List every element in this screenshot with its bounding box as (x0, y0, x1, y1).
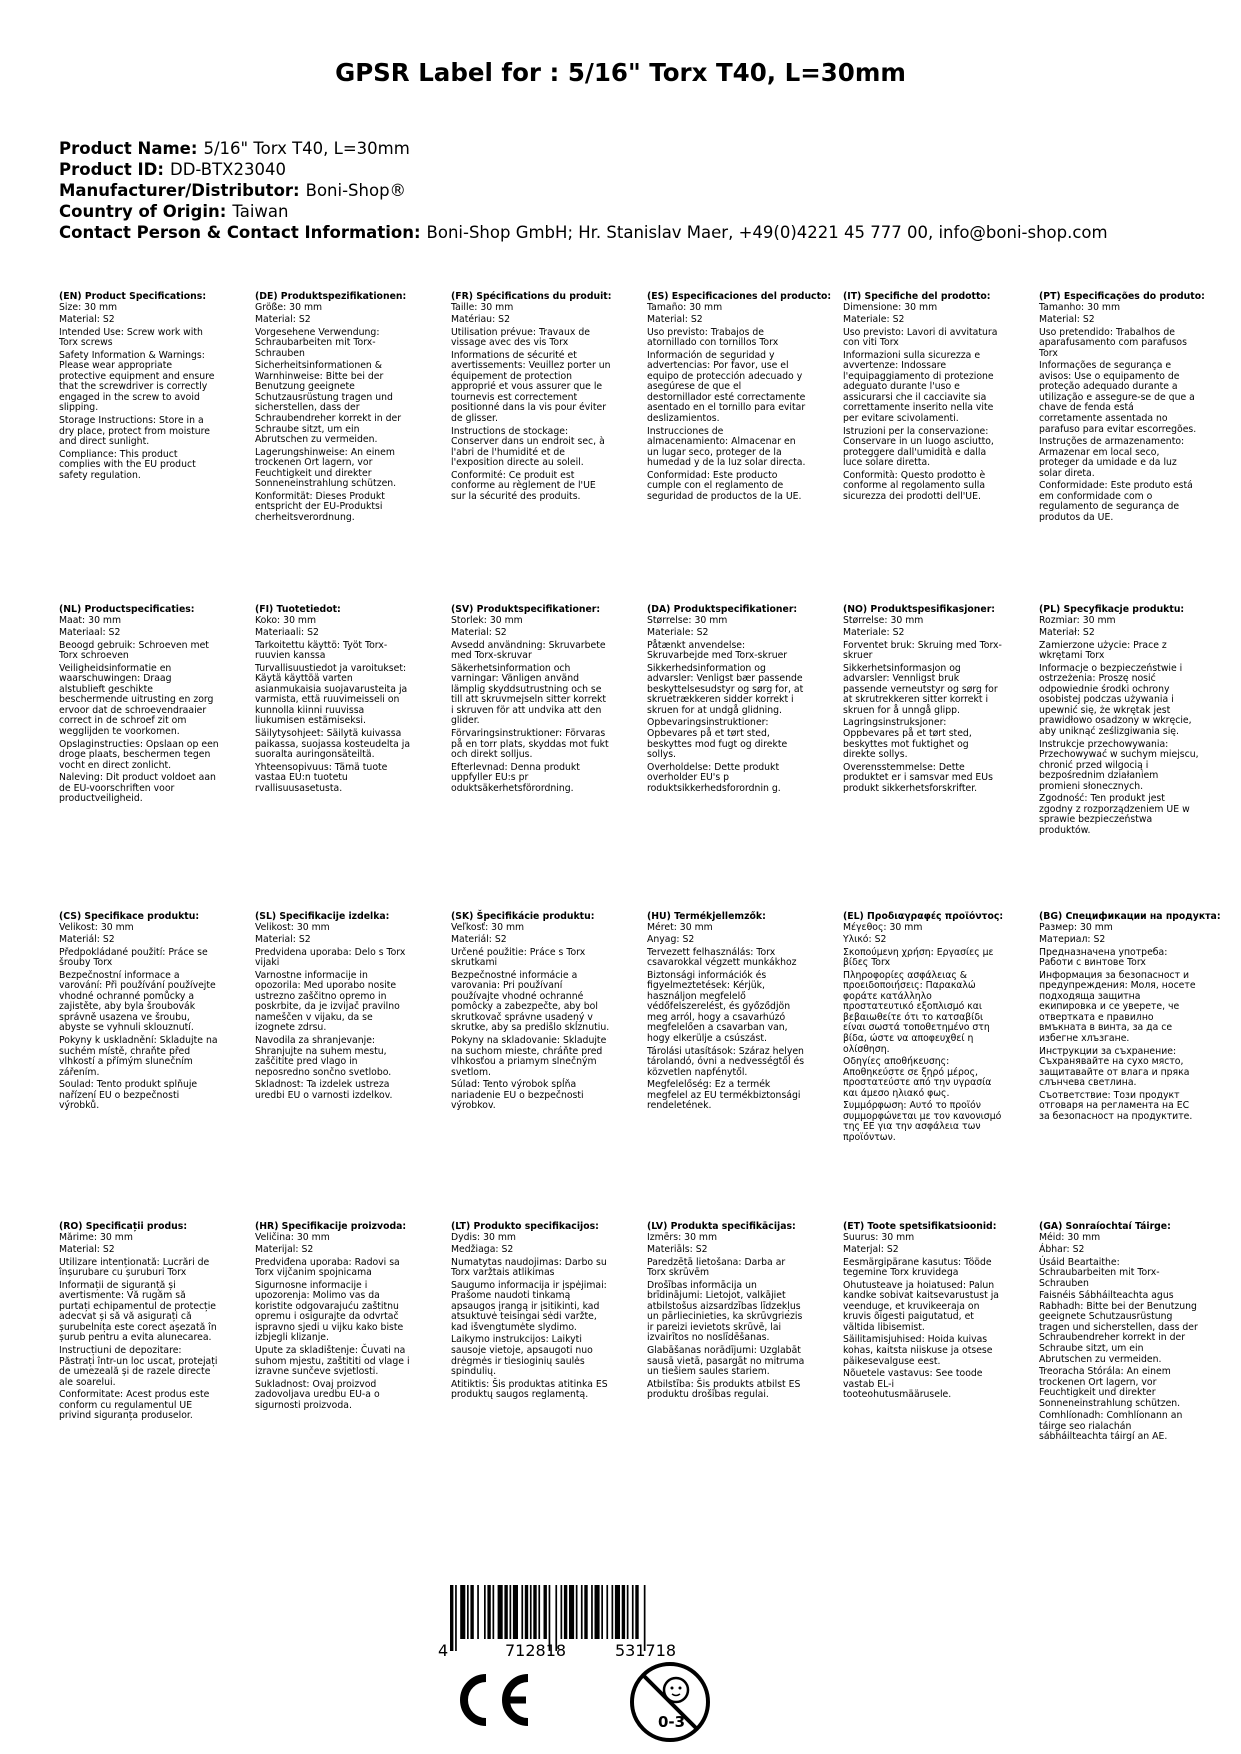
spec-compliance: Konformität: Dieses Produkt entspricht der EU-Produktsi cherheitsverordnung. (255, 490, 385, 523)
spec-material: Material: S2 (255, 314, 311, 326)
not-for-children-0-3-icon (628, 1660, 712, 1744)
spec-heading: (PL) Specyfikacje produktu: (1039, 604, 1185, 615)
spec-compliance: Съответствие: Този продукт отговаря на регламента на ЕС за безопасност на продуктите. (1039, 1089, 1193, 1122)
spec-compliance: Conformitate: Acest produs este conform cu regulamentul UE privind siguranța produselor. (59, 1389, 210, 1422)
spec-material: Материал: S2 (1039, 934, 1106, 946)
barcode-bar (612, 1585, 614, 1639)
spec-material: Matériau: S2 (451, 314, 510, 326)
spec-safety: Informazioni sulla sicurezza e avvertenze: Indossare l'equipaggiamento di protezione adeguato durante l'uso e assicurarsi che il cacciavite sia correttamente inserito nella vite per evitare scivolamenti. (843, 349, 994, 425)
spec-size: Størrelse: 30 mm (843, 614, 924, 626)
barcode-bar (581, 1585, 583, 1639)
page-title: GPSR Label for : 5/16" Torx T40, L=30mm (335, 58, 906, 87)
spec-safety: Informacje o bezpieczeństwie i ostrzeżenia: Proszę nosić odpowiednie środki ochrony osobistej podczas używania i upewnić się, że wkrętak jest prawidłowo osadzony w wkręcie, aby uniknąć ześlizgiwania się. (1039, 662, 1192, 738)
spec-column (451, 912, 611, 1114)
spec-size: Méid: 30 mm (1039, 1231, 1101, 1243)
spec-safety: Ohutusteave ja hoiatused: Palun kandke sobivat kaitsevarustust ja veenduge, et kruvikeeraja on kruvis õigesti paigutatud, et vältida libisemist. (843, 1279, 999, 1333)
spec-use: Zamierzone użycie: Prace z wkrętami Torx (1039, 639, 1167, 662)
spec-compliance: Naleving: Dit product voldoet aan de EU-voorschriften voor productveiligheid. (59, 772, 216, 805)
spec-safety: Varnostne informacije in opozorila: Med uporabo nosite ustrezno zaščitno opremo in poskrbite, da je izvijač pravilno nameščen v vijaku, da se izognete zdrsu. (255, 969, 400, 1034)
spec-heading: (SV) Produktspecifikationer: (451, 604, 601, 615)
spec-size: Rozmiar: 30 mm (1039, 614, 1116, 626)
spec-storage: Säilitamisjuhised: Hoida kuivas kohas, kaitsta niiskuse ja otsese päikesevalguse eest. (843, 1334, 993, 1367)
spec-column (255, 605, 415, 796)
spec-compliance: Atbilstība: Šis produkts atbilst ES produktu drošības regulai. (647, 1378, 801, 1401)
product-name-row (59, 138, 1108, 159)
spec-storage: Säilytysohjeet: Säilytä kuivassa paikassa, suojassa kosteudelta ja suoralta auringonsäteiltä. (255, 728, 411, 761)
spec-column (1039, 911, 1221, 1124)
spec-material: Material: S2 (59, 1244, 115, 1256)
spec-heading: (NL) Productspecificaties: (59, 604, 195, 615)
spec-use: Σκοπούμενη χρήση: Εργασίες με βίδες Torx (843, 946, 994, 969)
spec-compliance: Súlad: Tento výrobok spĺňa nariadenie EU o bezpečnosti výrobkov. (451, 1079, 584, 1112)
spec-column (451, 292, 611, 504)
spec-heading: (PT) Especificações do produto: (1039, 291, 1205, 302)
spec-compliance: Yhteensopivuus: Tämä tuote vastaa EU:n tuotetu rvallisuusasetusta. (255, 761, 388, 794)
spec-safety: Informații de siguranță și avertismente: Vă rugăm să purtați echipamentul de protecție adecvat și să vă asigurați că șurubelnița este corect așezată în șurub pentru a evita alunecarea. (59, 1279, 217, 1344)
barcode-bar (595, 1585, 600, 1639)
spec-use: Forventet bruk: Skruing med Torx-skruer (843, 639, 1002, 662)
spec-size: Tamaño: 30 mm (647, 301, 723, 313)
barcode-bar (460, 1585, 465, 1639)
product-id-row (59, 159, 1108, 180)
spec-size: Veľkosť: 30 mm (451, 921, 525, 933)
spec-compliance: Comhlíonadh: Comhlíonann an táirge seo rialachán sábháilteachta táirgí an AE. (1039, 1410, 1183, 1443)
spec-use: Uso pretendido: Trabalhos de aparafusamento com parafusos Torx (1039, 326, 1187, 359)
spec-column (647, 912, 807, 1114)
barcode-bar (470, 1585, 473, 1639)
spec-compliance: Sukladnost: Ovaj proizvod zadovoljava uredbu EU-a o sigurnosti proizvoda. (255, 1378, 380, 1411)
spec-safety: Sigurnosne informacije i upozorenja: Molimo vas da koristite odgovarajuću zaštitnu opremu i osigurajte da odvrtač ispravno sjedi u vijku kako biste izbjegli klizanje. (255, 1279, 404, 1344)
spec-material: Medžiaga: S2 (451, 1244, 514, 1256)
spec-size: Izmērs: 30 mm (647, 1231, 718, 1243)
spec-safety: Информация за безопасност и предупреждения: Моля, носете подходяща защитна екипировка и се уверете, че отвертката е правилно вмъкната в винта, за да се избегне хлъзгане. (1039, 969, 1196, 1045)
spec-heading: (DE) Produktspezifikationen: (255, 291, 407, 302)
spec-storage: Förvaringsinstruktioner: Förvaras på en torr plats, skyddas mot fukt och direkt solljus. (451, 728, 609, 761)
spec-storage: Οδηγίες αποθήκευσης: Αποθηκεύστε σε ξηρό μέρος, προστατεύστε από την υγρασία και άμεσο ηλιακό φως. (843, 1056, 992, 1099)
spec-heading: (ES) Especificaciones del producto: (647, 291, 832, 302)
spec-size: Taille: 30 mm (451, 301, 514, 313)
spec-storage: Instrukcje przechowywania: Przechowywać w suchym miejscu, chronić przed wilgocią i bezpośrednim działaniem promieni słonecznych. (1039, 738, 1199, 792)
spec-heading: (ET) Toote spetsifikatsioonid: (843, 1221, 997, 1232)
spec-safety: Säkerhetsinformation och varningar: Vänligen använd lämplig skyddsutrustning och se till att skruvmejseln sitter korrekt i skruven för att undvika att den glider. (451, 662, 607, 727)
barcode-bar (525, 1585, 528, 1639)
barcode-bar (510, 1585, 512, 1639)
barcode-bar (493, 1585, 495, 1639)
spec-column (59, 292, 219, 483)
barcode-bar (538, 1585, 540, 1639)
spec-heading: (LT) Produkto specifikacijos: (451, 1221, 599, 1232)
spec-material: Anyag: S2 (647, 934, 695, 946)
barcode-digits-right: 531718 (615, 1641, 677, 1660)
spec-compliance: Atitiktis: Šis produktas atitinka ES produktų saugos reglamentą. (451, 1378, 608, 1401)
product-name-label: Product Name: (59, 139, 198, 158)
spec-column (843, 605, 1003, 796)
product-id-label: Product ID: (59, 160, 164, 179)
spec-column (843, 1222, 1003, 1403)
spec-column (1039, 291, 1205, 525)
spec-material: Material: S2 (59, 314, 115, 326)
spec-column (843, 912, 1003, 1145)
spec-material: Materiāls: S2 (647, 1244, 708, 1256)
spec-size: Velikost: 30 mm (255, 921, 330, 933)
spec-storage: Instrucciones de almacenamiento: Almacenar en un lugar seco, proteger de la humedad y de la luz solar directa. (647, 425, 806, 469)
spec-compliance: Conformidad: Este producto cumple con el reglamento de seguridad de productos de la UE. (647, 469, 802, 502)
barcode-bar (504, 1585, 507, 1639)
barcode-bar (498, 1585, 503, 1639)
spec-size: Μέγεθος: 30 mm (843, 921, 923, 933)
spec-safety: Faisnéis Sábháilteachta agus Rabhadh: Bitte bei der Benutzung geeignete Schutzausrüstung tragen und sicherstellen, dass der Schraubendreher korrekt in der Schraube sitzt, um ein Abrutschen zu vermeiden. (1039, 1290, 1198, 1365)
spec-heading: (FR) Spécifications du produit: (451, 291, 612, 302)
spec-storage: Storage Instructions: Store in a dry place, protect from moisture and direct sunlight. (59, 415, 211, 448)
spec-storage: Treoracha Stórála: An einem trockenen Ort lagern, vor Feuchtigkeit und direkter Sonneneinstrahlung schützen. (1039, 1366, 1181, 1409)
spec-safety: Turvallisuustiedot ja varoitukset: Käytä käyttöä varten asianmukaisia suojavarusteita ja varmista, että ruuvimeisseli on kunnolla kiinni ruuvissa liukumisen estämiseksi. (255, 662, 408, 727)
contact-row (59, 222, 1108, 243)
spec-material: Material: S2 (255, 934, 311, 946)
spec-material: Υλικό: S2 (843, 934, 887, 946)
spec-column (647, 1222, 807, 1403)
spec-use: Utilizare intenționată: Lucrări de înșurubare cu șuruburi Torx (59, 1256, 210, 1279)
spec-material: Materiaali: S2 (255, 627, 319, 639)
spec-storage: Navodila za shranjevanje: Shranjujte na suhem mestu, zaščitite pred vlago in neposredno sončno svetlobo. (255, 1035, 392, 1078)
barcode-bar (450, 1585, 453, 1651)
spec-use: Numatytas naudojimas: Darbo su Torx varžtais atlikimas (451, 1256, 607, 1279)
spec-compliance: Efterlevnad: Denna produkt uppfyller EU:s pr oduktsäkerhetsförordning. (451, 761, 580, 794)
barcode-bar (484, 1585, 486, 1639)
spec-column (59, 912, 219, 1114)
spec-size: Mărime: 30 mm (59, 1231, 133, 1243)
spec-material: Material: S2 (451, 627, 507, 639)
spec-safety: Sikkerhetsinformasjon og advarsler: Vennligst bruk passende verneutstyr og sørg for at skrutrekkeren sitter korrekt i skruen for å unngå glipp. (843, 662, 998, 716)
spec-compliance: Compliance: This product complies with the EU product safety regulation. (59, 448, 196, 481)
spec-use: Uso previsto: Trabajos de atornillado con tornillos Torx (647, 326, 779, 349)
spec-safety: Drošības informācija un brīdinājumi: Lietojot, valkājiet atbilstošus aizsardzības līdzekļus un pārliecinieties, ka skrūvgriezis ir pareizi ievietots skrūvē, lai izvairītos no noslīdēšanas. (647, 1279, 803, 1344)
barcode (438, 1585, 738, 1657)
spec-use: Predvidena uporaba: Delo s Torx vijaki (255, 946, 406, 969)
barcode-bar (487, 1585, 490, 1639)
spec-material: Materijal: S2 (255, 1244, 314, 1256)
spec-use: Påtænkt anvendelse: Skruvarbejde med Torx-skruer (647, 639, 788, 662)
spec-size: Velikost: 30 mm (59, 921, 134, 933)
spec-use: Beoogd gebruik: Schroeven met Torx schroeven (59, 639, 209, 662)
manufacturer-value: Boni-Shop® (305, 181, 407, 200)
country-row (59, 201, 1108, 222)
spec-heading: (BG) Спецификации на продукта: (1039, 911, 1221, 922)
barcode-digit-first: 4 (438, 1641, 449, 1660)
barcode-bar (513, 1585, 518, 1639)
spec-heading: (SL) Specifikacije izdelka: (255, 911, 390, 922)
spec-compliance: Soulad: Tento produkt splňuje nařízení EU o bezpečnosti výrobků. (59, 1079, 198, 1112)
spec-heading: (NO) Produktspesifikasjoner: (843, 604, 996, 615)
spec-use: Uso previsto: Lavori di avvitatura con viti Torx (843, 326, 998, 349)
spec-material: Material: S2 (647, 314, 703, 326)
spec-use: Avsedd användning: Skruvarbete med Torx-skruvar (451, 639, 606, 662)
spec-use: Předpokládané použití: Práce se šrouby Torx (59, 946, 208, 969)
manufacturer-label: Manufacturer/Distributor: (59, 181, 300, 200)
ce-mark-icon (452, 1672, 534, 1728)
spec-storage: Pokyny na skladovanie: Skladujte na suchom mieste, chráňte pred vlhkosťou a priamym slnečným svetlom. (451, 1035, 607, 1078)
spec-material: Materiál: S2 (59, 934, 115, 946)
product-name-value: 5/16" Torx T40, L=30mm (203, 139, 410, 158)
spec-column (451, 605, 611, 796)
spec-use: Utilisation prévue: Travaux de vissage avec des vis Torx (451, 326, 590, 349)
spec-storage: Pokyny k uskladnění: Skladujte na suchém místě, chraňte před vlhkostí a přímým slunečním zářením. (59, 1035, 218, 1078)
spec-storage: Lagringsinstruksjoner: Oppbevares på et tørt sted, beskyttes mot fuktighet og direkte sollys. (843, 717, 972, 761)
spec-compliance: Conformité: Ce produit est conforme au règlement de l'UE sur la sécurité des produits. (451, 469, 596, 502)
spec-safety: Πληροφορίες ασφάλειας & προειδοποιήσεις: Παρακαλώ φοράτε κατάλληλο προστατευτικό εξοπλισμό και βεβαιωθείτε ότι το κατσαβίδι είναι σωστά τοποθετημένο στη βίδα, ώστε να αποφευχθεί η ολίσθηση. (843, 969, 990, 1055)
barcode-bar (561, 1585, 563, 1639)
spec-storage: Istruzioni per la conservazione: Conservare in un luogo asciutto, proteggere dall'umidità e dalla luce solare diretta. (843, 425, 994, 469)
spec-heading: (IT) Specifiche del prodotto: (843, 291, 991, 302)
spec-use: Intended Use: Screw work with Torx screws (59, 326, 203, 349)
barcode-bar (635, 1585, 638, 1639)
spec-size: Størrelse: 30 mm (647, 614, 728, 626)
spec-size: Maat: 30 mm (59, 614, 122, 626)
spec-safety: Información de seguridad y advertencias: Por favor, use el equipo de protección adecuado y asegúrese de que el destornillador esté correctamente asentado en el tornillo para evitar deslizamientos. (647, 349, 806, 425)
spec-storage: Laikymo instrukcijos: Laikyti sausoje vietoje, apsaugoti nuo drėgmės ir tiesioginių saulės spindulių. (451, 1334, 593, 1378)
barcode-bar (533, 1585, 536, 1639)
spec-safety: Informações de segurança e avisos: Use o equipamento de proteção adequado durante a utilização e assegure-se de que a chave de fenda está corretamente assentada no parafuso para evitar escorregões. (1039, 360, 1197, 435)
manufacturer-row (59, 180, 1108, 201)
spec-use: Paredzētā lietošana: Darba ar Torx skrūvēm (647, 1256, 786, 1279)
spec-size: Größe: 30 mm (255, 301, 323, 313)
spec-safety: Bezpečnostní informace a varování: Při používání používejte vhodné ochranné pomůcky a zajistěte, aby byla šroubovák správně usazena ve šroubu, abyste se vyhnuli sklouznutí. (59, 969, 216, 1034)
spec-size: Dydis: 30 mm (451, 1231, 516, 1243)
spec-material: Materiaal: S2 (59, 627, 121, 639)
barcode-bar (477, 1585, 479, 1639)
spec-storage: Instrucțiuni de depozitare: Păstrați într-un loc uscat, protejați de umezeală și de razele directe ale soarelui. (59, 1345, 218, 1388)
spec-material: Materiale: S2 (843, 627, 905, 639)
country-label: Country of Origin: (59, 202, 227, 221)
spec-storage: Инструкции за съхранение: Съхранявайте на сухо място, защитавайте от влага и пряка слънчева светлина. (1039, 1045, 1190, 1089)
spec-heading: (HR) Specifikacije proizvoda: (255, 1221, 407, 1232)
country-value: Taiwan (232, 202, 289, 221)
product-id-value: DD-BTX23040 (169, 160, 286, 179)
spec-column (451, 1222, 611, 1403)
spec-size: Suurus: 30 mm (843, 1231, 915, 1243)
spec-use: Vorgesehene Verwendung: Schraubarbeiten mit Torx-Schrauben (255, 326, 380, 359)
barcode-bar (544, 1585, 547, 1639)
spec-heading: (EN) Product Specifications: (59, 291, 207, 302)
barcode-bar (521, 1585, 523, 1639)
spec-column (843, 292, 1003, 504)
spec-column (647, 291, 832, 504)
spec-size: Tamanho: 30 mm (1039, 301, 1121, 313)
spec-compliance: Zgodność: Ten produkt jest zgodny z rozporządzeniem UE w sprawie bezpieczeństwa produktów. (1039, 793, 1190, 836)
contact-value: Boni-Shop GmbH; Hr. Stanislav Maer, +49(0)4221 45 777 00, info@boni-shop.com (426, 223, 1108, 242)
spec-column (59, 1222, 219, 1424)
spec-storage: Upute za skladištenje: Čuvati na suhom mjestu, zaštititi od vlage i izravne sunčeve svjetlosti. (255, 1345, 410, 1378)
spec-storage: Tárolási utasítások: Száraz helyen tárolandó, óvni a nedvességtől és közvetlen napfénytől. (647, 1045, 805, 1078)
barcode-bar (584, 1585, 587, 1639)
spec-heading: (FI) Tuotetiedot: (255, 604, 341, 615)
spec-compliance: Skladnost: Ta izdelek ustreza uredbi EU o varnosti izdelkov. (255, 1079, 393, 1101)
spec-column (255, 912, 415, 1103)
spec-heading: (GA) Sonraíochtaí Táirge: (1039, 1221, 1171, 1232)
spec-heading: (HU) Termékjellemzők: (647, 911, 766, 922)
spec-storage: Instruções de armazenamento: Armazenar em local seco, proteger da umidade e da luz solar direta. (1039, 436, 1185, 479)
spec-use: Tervezett felhasználás: Torx csavarokkal végzett munkákhoz (647, 946, 797, 969)
barcode-bar (606, 1585, 608, 1639)
spec-compliance: Overholdelse: Dette produkt overholder EU's p roduktsikkerhedsforordnin g. (647, 761, 781, 794)
spec-use: Úsáid Beartaithe: Schraubarbeiten mit Torx-Schrauben (1039, 1256, 1160, 1289)
spec-compliance: Overensstemmelse: Dette produktet er i samsvar med EUs produkt sikkerhetsforskrifter. (843, 761, 993, 794)
spec-heading: (EL) Προδιαγραφές προϊόντος: (843, 911, 1004, 922)
barcode-bar (627, 1585, 629, 1639)
spec-compliance: Nõuetele vastavus: See toode vastab EL-i tooteohutusmäärusele. (843, 1368, 983, 1401)
spec-material: Ábhar: S2 (1039, 1244, 1085, 1256)
spec-size: Storlek: 30 mm (451, 614, 523, 626)
spec-storage: Glabāšanas norādījumi: Uzglabāt sausā vietā, pasargāt no mitruma un tiešiem saules stariem. (647, 1345, 805, 1378)
spec-material: Materjal: S2 (843, 1244, 899, 1256)
spec-safety: Informations de sécurité et avertissements: Veuillez porter un équipement de protection approprié et vous assurer que le tournevis est correctement positionné dans la vis pour éviter de glisser. (451, 349, 611, 425)
spec-safety: Safety Information & Warnings: Please wear appropriate protective equipment and ensure that the screwdriver is correctly engaged in the screw to avoid slipping. (59, 349, 215, 414)
spec-material: Materiale: S2 (647, 627, 709, 639)
spec-storage: Opbevaringsinstruktioner: Opbevares på et tørt sted, beskyttes mod fugt og direkte sollys. (647, 717, 788, 761)
spec-use: Eesmärgipärane kasutus: Tööde tegemine Torx kruvidega (843, 1256, 992, 1279)
spec-heading: (LV) Produkta specifikācijas: (647, 1221, 796, 1232)
spec-safety: Sikkerhedsinformation og advarsler: Venligst bær passende beskyttelsesudstyr og sørg for, at skruetrækkeren sidder korrekt i skruen for at undgå glidning. (647, 662, 804, 716)
barcode-bar (591, 1585, 593, 1639)
spec-column (1039, 605, 1199, 838)
contact-label: Contact Person & Contact Information: (59, 223, 421, 242)
spec-storage: Lagerungshinweise: An einem trockenen Ort lagern, vor Feuchtigkeit und direkter Sonneneinstrahlung schützen. (255, 446, 397, 490)
spec-compliance: Megfelelőség: Ez a termék megfelel az EU termékbiztonsági rendeletének. (647, 1079, 801, 1112)
spec-column (647, 605, 807, 796)
barcode-bar (467, 1585, 469, 1639)
spec-material: Materiál: S2 (451, 934, 507, 946)
spec-use: Predviđena uporaba: Radovi sa Torx vijčanim spojnicama (255, 1256, 400, 1279)
spec-compliance: Conformidade: Este produto está em conformidade com o regulamento de segurança de produtos da UE. (1039, 480, 1193, 523)
spec-use: Предназначена употреба: Работи с винтове Torx (1039, 946, 1168, 969)
barcode-bar (601, 1585, 603, 1639)
spec-size: Размер: 30 mm (1039, 921, 1113, 933)
spec-use: Tarkoitettu käyttö: Työt Torx-ruuvien kanssa (255, 639, 388, 662)
spec-material: Material: S2 (1039, 314, 1095, 326)
spec-column (255, 1222, 415, 1413)
spec-safety: Veiligheidsinformatie en waarschuwingen: Draag alstublieft geschikte beschermende uitrusting en zorg ervoor dat de schroevendraaier correct in de schroef zit om wegglijden te voorkomen. (59, 662, 214, 738)
barcode-bar (564, 1585, 567, 1639)
spec-safety: Saugumo informacija ir įspėjimai: Prašome naudoti tinkamą apsaugos įrangą ir įsitikinti, kad atsuktuvė teisingai sėdi varžte, kad išvengtumėte slydimo. (451, 1279, 607, 1333)
barcode-bar (569, 1585, 574, 1639)
spec-use: Určené použitie: Práce s Torx skrutkami (451, 946, 586, 969)
spec-heading: (DA) Produktspecifikationer: (647, 604, 798, 615)
barcode-bar (455, 1585, 457, 1651)
barcode-bar (632, 1585, 634, 1639)
barcode-bar (622, 1585, 625, 1639)
spec-compliance: Conformità: Questo prodotto è conforme al regolamento sulla sicurezza dei prodotti dell'UE. (843, 469, 986, 502)
spec-column (1039, 1222, 1199, 1445)
barcode-digits-left: 712818 (505, 1641, 567, 1660)
spec-material: Materiał: S2 (1039, 627, 1095, 639)
spec-size: Veličina: 30 mm (255, 1231, 330, 1243)
spec-storage: Opslaginstructies: Opslaan op een droge plaats, beschermen tegen vocht en direct zonlicht. (59, 738, 219, 771)
barcode-bar (615, 1585, 620, 1639)
spec-material: Materiale: S2 (843, 314, 905, 326)
spec-heading: (CS) Specifikace produktu: (59, 911, 200, 922)
spec-safety: Bezpečnostné informácie a varovania: Pri používaní používajte vhodné ochranné pomôcky a zabezpečte, aby bol skrutkovač správne usadený v skrutke, aby sa predišlo skĺznutiu. (451, 969, 610, 1034)
spec-safety: Sicherheitsinformationen & Warnhinweise: Bitte bei der Benutzung geeignete Schutzausrüstung tragen und sicherstellen, dass der Schraubendreher korrekt in der Schraube sitzt, um ein Abrutschen zu vermeiden. (255, 360, 402, 446)
spec-heading: (SK) Špecifikácie produktu: (451, 911, 595, 922)
spec-storage: Instructions de stockage: Conserver dans un endroit sec, à l'abri de l'humidité et de l'exposition directe au soleil. (451, 425, 605, 469)
barcode-bar (530, 1585, 532, 1639)
spec-column (59, 605, 219, 807)
spec-safety: Biztonsági információk és figyelmeztetések: Kérjük, használjon megfelelő védőfelszerelést, és győződjön meg arról, hogy a csavarhúzó megfelelően a csavarban van, hogy elkerülje a csúszást. (647, 969, 791, 1045)
spec-compliance: Συμμόρφωση: Αυτό το προϊόν συμμορφώνεται με τον κανονισμό της ΕΕ για την ασφάλεια των προϊόντων. (843, 1100, 1002, 1143)
spec-size: Koko: 30 mm (255, 614, 317, 626)
spec-size: Dimensione: 30 mm (843, 301, 938, 313)
barcode-bar (576, 1585, 578, 1639)
age-range-label: 0-3 (658, 1713, 686, 1731)
spec-size: Size: 30 mm (59, 301, 118, 313)
spec-heading: (RO) Specificații produs: (59, 1221, 188, 1232)
spec-size: Méret: 30 mm (647, 921, 713, 933)
spec-column (255, 292, 415, 525)
product-info (59, 138, 1108, 243)
